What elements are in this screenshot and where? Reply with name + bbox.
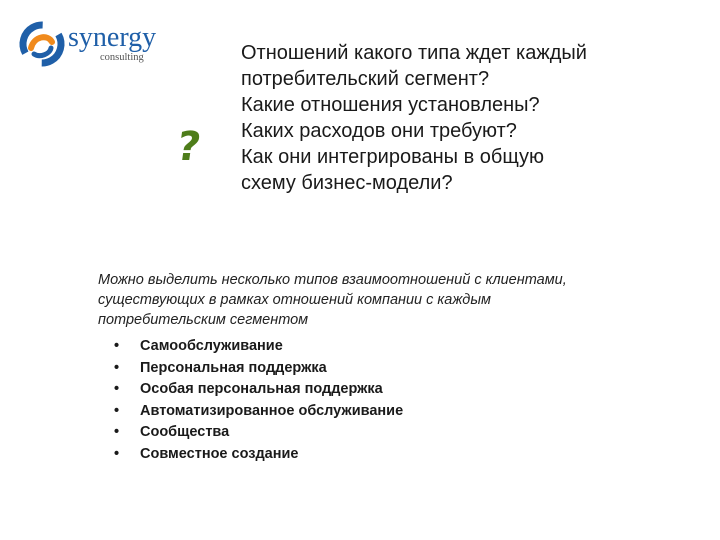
list-item	[114, 379, 403, 401]
list-item	[114, 401, 403, 423]
bullet-icon: •	[114, 381, 120, 397]
question-line: Отношений какого типа ждет каждый	[241, 42, 587, 64]
bullet-icon: •	[114, 424, 120, 440]
question-glyph: ?	[173, 124, 204, 170]
bullet-icon: •	[114, 402, 120, 419]
logo-tagline: consulting	[100, 52, 144, 63]
list-item	[114, 358, 403, 380]
question-line: схему бизнес-модели?	[241, 172, 453, 194]
question-line: Какие отношения установлены?	[241, 94, 540, 116]
list-item-label: Самообслуживание	[140, 338, 283, 354]
list-item	[114, 422, 403, 444]
synergy-logo-mark	[18, 18, 198, 74]
list-item	[114, 336, 403, 358]
relationship-types-list	[114, 336, 403, 465]
logo-wordmark: synergy	[68, 22, 157, 53]
list-item	[114, 444, 403, 466]
bullet-icon: •	[114, 359, 120, 376]
intro-paragraph: Можно выделить несколько типов взаимоотношений с клиентами, существующих в рамках отношений компании с каждым потребительским сегментом	[98, 272, 567, 328]
list-item-label: Персональная поддержка	[140, 359, 327, 376]
question-line: Как они интегрированы в общую	[241, 146, 545, 168]
question-mark-icon	[173, 120, 208, 170]
synergy-logo	[18, 18, 198, 74]
list-item-label: Особая персональная поддержка	[140, 381, 383, 397]
bullet-icon: •	[114, 445, 120, 462]
list-item-label: Совместное создание	[140, 445, 299, 462]
list-item-label: Автоматизированное обслуживание	[140, 402, 404, 419]
bullet-icon: •	[114, 338, 120, 354]
list-item-label: Сообщества	[140, 424, 230, 440]
questions-block	[241, 40, 701, 196]
question-line: потребительский сегмент?	[241, 68, 490, 90]
question-line: Каких расходов они требуют?	[241, 120, 517, 142]
logo-swirl-icon	[16, 18, 68, 70]
